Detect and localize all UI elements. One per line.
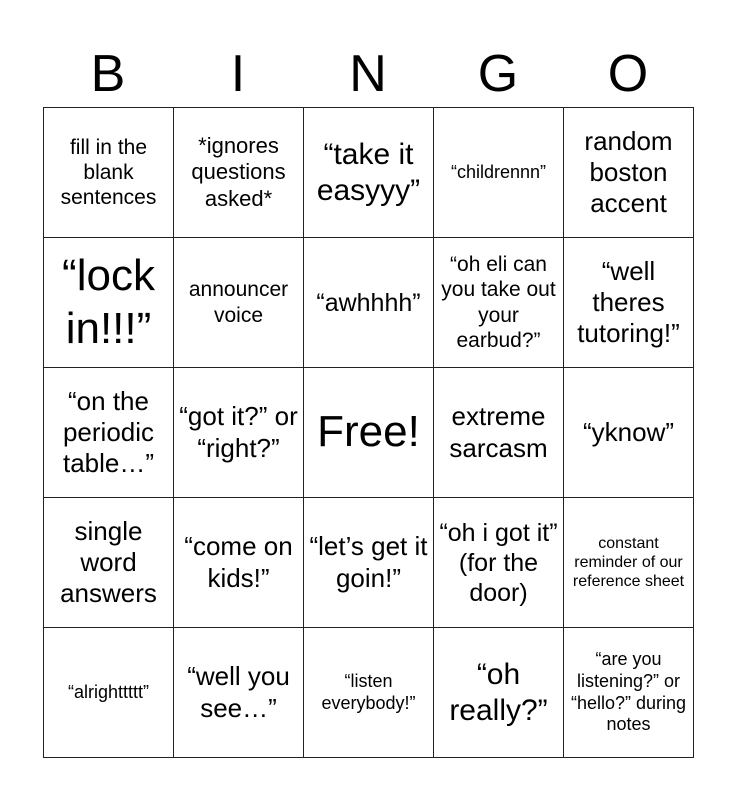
bingo-cell[interactable]: “lock in!!!” bbox=[44, 238, 174, 368]
bingo-cell[interactable]: “got it?” or “right?” bbox=[174, 368, 304, 498]
board-row bbox=[44, 108, 694, 238]
bingo-cell[interactable]: constant reminder of our reference sheet bbox=[564, 498, 694, 628]
board-row bbox=[44, 498, 694, 628]
bingo-board bbox=[43, 107, 694, 758]
bingo-header bbox=[43, 40, 693, 108]
bingo-cell[interactable]: “listen everybody!” bbox=[304, 628, 434, 758]
bingo-cell[interactable]: announcer voice bbox=[174, 238, 304, 368]
bingo-cell[interactable]: extreme sarcasm bbox=[434, 368, 564, 498]
bingo-cell[interactable]: “take it easyyy” bbox=[304, 108, 434, 238]
free-space-cell[interactable]: Free! bbox=[304, 368, 434, 498]
bingo-cell[interactable]: fill in the blank sentences bbox=[44, 108, 174, 238]
bingo-cell[interactable]: “come on kids!” bbox=[174, 498, 304, 628]
bingo-cell[interactable]: *ignores questions asked* bbox=[174, 108, 304, 238]
bingo-cell[interactable]: “childrennn” bbox=[434, 108, 564, 238]
bingo-cell[interactable]: “alrighttttt” bbox=[44, 628, 174, 758]
bingo-cell[interactable]: “oh really?” bbox=[434, 628, 564, 758]
header-letter-o: O bbox=[607, 45, 649, 103]
header-letter-n: N bbox=[349, 45, 387, 103]
header-letter-g: G bbox=[477, 45, 519, 103]
bingo-cell[interactable]: “oh eli can you take out your earbud?” bbox=[434, 238, 564, 368]
board-row bbox=[44, 238, 694, 368]
header-letter-b: B bbox=[90, 45, 126, 103]
header-letter-i: I bbox=[230, 45, 246, 103]
board-row bbox=[44, 368, 694, 498]
bingo-cell[interactable]: “well you see…” bbox=[174, 628, 304, 758]
bingo-cell[interactable]: random boston accent bbox=[564, 108, 694, 238]
bingo-cell[interactable]: “awhhhh” bbox=[304, 238, 434, 368]
bingo-cell[interactable]: “are you listening?” or “hello?” during notes bbox=[564, 628, 694, 758]
bingo-cell[interactable]: single word answers bbox=[44, 498, 174, 628]
bingo-cell[interactable]: “well theres tutoring!” bbox=[564, 238, 694, 368]
bingo-cell[interactable]: “let’s get it goin!” bbox=[304, 498, 434, 628]
bingo-cell[interactable]: “on the periodic table…” bbox=[44, 368, 174, 498]
bingo-cell[interactable]: “oh i got it” (for the door) bbox=[434, 498, 564, 628]
bingo-cell[interactable]: “yknow” bbox=[564, 368, 694, 498]
board-row bbox=[44, 628, 694, 758]
